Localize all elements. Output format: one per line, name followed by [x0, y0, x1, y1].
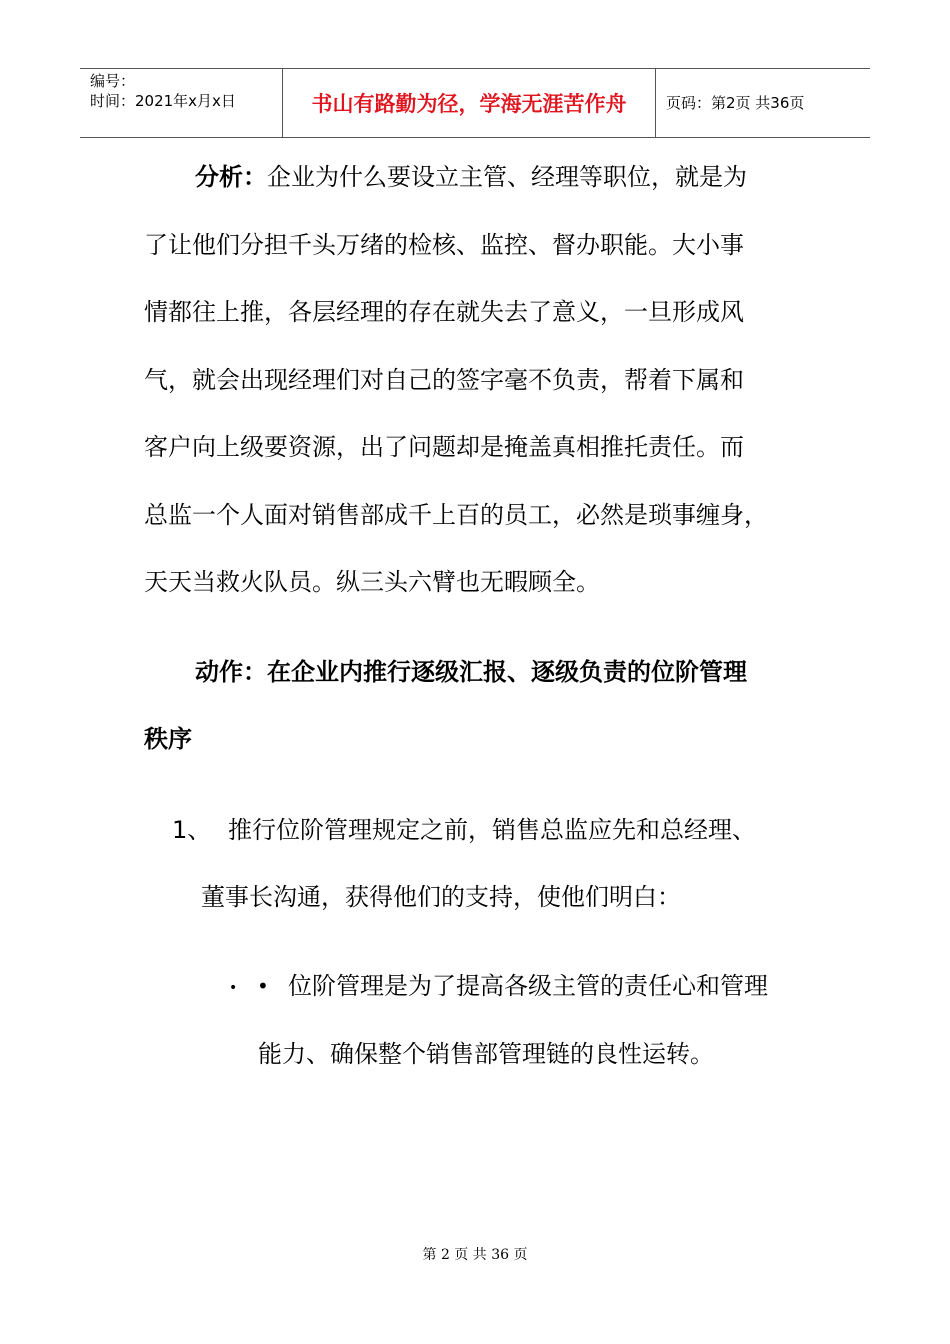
- document-date-label: 时间：2021年x月x日: [90, 92, 236, 110]
- analysis-line: 企业为什么要设立主管、经理等职位，就是为: [267, 163, 747, 191]
- sub-item-line: 位阶管理是为了提高各级主管的责任心和管理: [288, 972, 768, 1000]
- analysis-line: 气，就会出现经理们对自己的签字毫不负责，帮着下属和: [144, 366, 744, 394]
- header-meta-cell: [80, 69, 282, 137]
- sub-item-line: 能力、确保整个销售部管理链的良性运转。: [258, 1040, 714, 1068]
- page-footer: 第 2 页 共 36 页: [422, 1247, 528, 1263]
- header-page-cell: [655, 69, 870, 137]
- page-header: [80, 68, 870, 138]
- header-page-info: 页码：第2页 共36页: [666, 94, 805, 112]
- analysis-label: 分析：: [195, 163, 267, 191]
- header-motto-cell: [282, 69, 656, 137]
- analysis-line: 客户向上级要资源，出了问题却是掩盖真相推托责任。而: [144, 433, 744, 461]
- bullet-icon: •: [257, 974, 269, 998]
- header-motto: 书山有路勤为径，学海无涯苦作舟: [311, 91, 627, 116]
- item-number: 1、: [172, 816, 212, 844]
- item-line: 董事长沟通，获得他们的支持，使他们明白：: [201, 883, 681, 911]
- document-number-label: 编号：: [90, 72, 136, 90]
- small-bullet-icon: •: [229, 980, 238, 996]
- analysis-line: 总监一个人面对销售部成千上百的员工，必然是琐事缠身，: [144, 501, 768, 529]
- action-heading-line: 秩序: [144, 725, 192, 753]
- analysis-line: 天天当救火队员。纵三头六臂也无暇顾全。: [144, 568, 600, 596]
- item-line: 推行位阶管理规定之前，销售总监应先和总经理、: [228, 816, 756, 844]
- action-heading-line: 动作：在企业内推行逐级汇报、逐级负责的位阶管理: [195, 658, 747, 686]
- analysis-line: 情都往上推，各层经理的存在就失去了意义，一旦形成风: [144, 298, 744, 326]
- analysis-line: 了让他们分担千头万绪的检核、监控、督办职能。大小事: [144, 231, 744, 259]
- analysis-first-line: [195, 162, 747, 192]
